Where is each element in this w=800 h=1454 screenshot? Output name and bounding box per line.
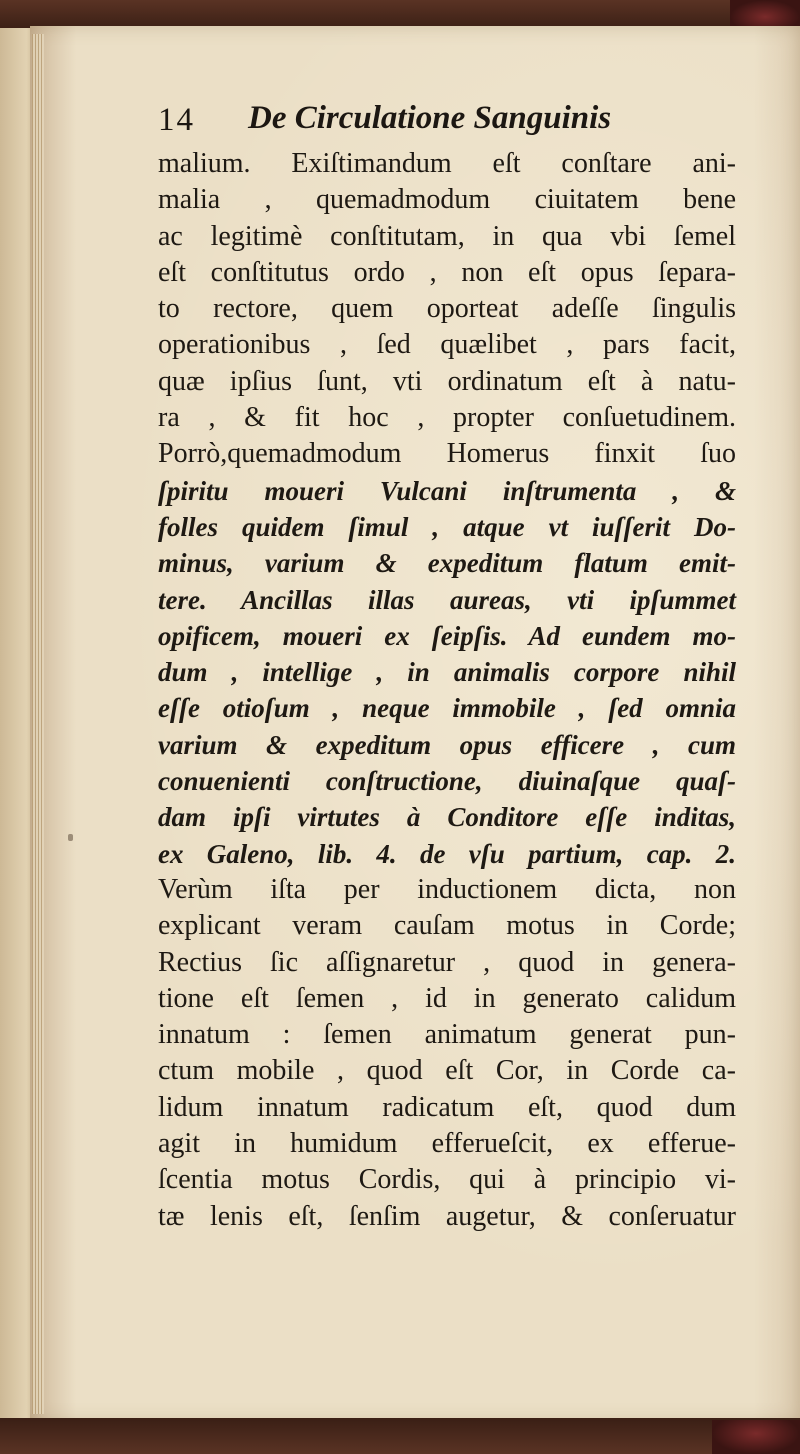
text-line: Porrò,quemadmodum Homerus finxit ſuo (158, 438, 736, 470)
text-line: quæ ipſius ſunt, vti ordinatum eſt à natu- (158, 365, 736, 397)
page-header (158, 100, 718, 146)
text-line: ra , & fit hoc , propter conſuetudinem. (158, 402, 736, 434)
text-line: explicant veram cauſam motus in Corde; (158, 910, 736, 942)
running-title: De Circulatione Sanguinis (248, 100, 612, 136)
body-text (158, 146, 736, 1235)
text-line: Verùm iſta per inductionem dicta, non (158, 873, 736, 905)
headband-top (730, 0, 800, 28)
text-line: dam ipſi virtutes à Conditore eſſe inditas, (158, 802, 736, 833)
text-line: ac legitimè conſtitutam, in qua vbi ſemel (158, 220, 736, 252)
text-line: to rectore, quem oporteat adeſſe ſingulis (158, 293, 736, 325)
text-line: opificem, moueri ex ſeipſis. Ad eundem mo- (158, 620, 736, 651)
text-line: minus, varium & expeditum flatum emit- (158, 548, 736, 579)
text-line: ctum mobile , quod eſt Cor, in Corde ca- (158, 1055, 736, 1087)
text-line: lidum innatum radicatum eſt, quod dum (158, 1091, 736, 1123)
text-line: dum , intellige , in animalis corpore nihil (158, 657, 736, 688)
text-line: malia , quemadmodum ciuitatem bene (158, 184, 736, 216)
text-line: ſpiritu moueri Vulcani inſtrumenta , & (158, 475, 736, 506)
text-line: tione eſt ſemen , id in generato calidum (158, 982, 736, 1014)
text-line: conuenienti conſtructione, diuinaſque quaſ- (158, 766, 736, 797)
text-line: ſcentia motus Cordis, qui à principio vi- (158, 1164, 736, 1196)
book-cover-bottom (0, 1418, 800, 1454)
text-line: eſſe otioſum , neque immobile , ſed omnia (158, 693, 736, 724)
ink-speck (68, 834, 73, 841)
text-line: Rectius ſic aſſignaretur , quod in genera- (158, 946, 736, 978)
text-line: malium. Exiſtimandum eſt conſtare ani- (158, 148, 736, 179)
page-number: 14 (158, 102, 195, 138)
text-line: tere. Ancillas illas aureas, vti ipſummet (158, 584, 736, 615)
text-line: varium & expeditum opus efficere , cum (158, 729, 736, 760)
text-line: tæ lenis eſt, ſenſim augetur, & conſeruatur (158, 1200, 736, 1232)
page-edges (32, 34, 44, 1414)
text-line: innatum : ſemen animatum generat pun- (158, 1019, 736, 1051)
text-line: operationibus , ſed quælibet , pars facit, (158, 329, 736, 361)
text-line: agit in humidum efferueſcit, ex efferue- (158, 1128, 736, 1160)
text-line: folles quidem ſimul , atque vt iuſſerit Do- (158, 511, 736, 542)
text-line: ex Galeno, lib. 4. de vſu partium, cap. 2. (158, 838, 736, 869)
text-line: eſt conſtitutus ordo , non eſt opus ſepara- (158, 256, 736, 288)
headband-bottom (712, 1420, 800, 1454)
